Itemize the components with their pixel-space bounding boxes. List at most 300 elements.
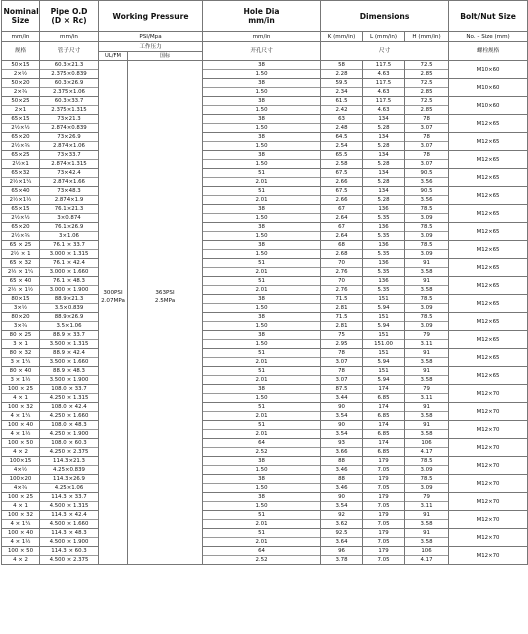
hole-dia-cell xyxy=(203,367,321,385)
pipe-od-cell-mm: 60.3×26.9 xyxy=(54,80,84,86)
table-row xyxy=(2,313,528,331)
pipe-od-cell xyxy=(40,349,99,367)
hole-dia-cell xyxy=(203,349,321,367)
dim-h-cell-in: 3.09 xyxy=(405,231,448,240)
dim-l-cell-mm: 174 xyxy=(378,404,389,410)
nominal-size-cell-mm: 80×20 xyxy=(11,314,30,320)
hole-dia-cell-mm: 51 xyxy=(258,170,265,176)
dim-l-cell xyxy=(363,529,405,547)
hole-dia-cell-mm: 38 xyxy=(258,80,265,86)
hole-dia-cell-in: 2.01 xyxy=(203,519,320,528)
hole-dia-cell-in: 1.50 xyxy=(203,69,320,78)
pipe-od-cell-in: 4.25×1.06 xyxy=(40,483,98,492)
pipe-od-cell-mm: 76.1 × 42.4 xyxy=(53,260,85,266)
dim-k-cell xyxy=(321,187,363,205)
dim-l-cell xyxy=(363,421,405,439)
dim-h-cell xyxy=(405,277,449,295)
bolt-size-cell: M12×65 xyxy=(449,205,528,223)
hole-dia-cell xyxy=(203,259,321,277)
dim-k-cell-in: 2.95 xyxy=(321,339,362,348)
pipe-od-cell-mm: 114.3 × 60.3 xyxy=(51,548,87,554)
nominal-size-cell-mm: 100 × 32 xyxy=(7,512,34,518)
dim-h-cell-in: 3.11 xyxy=(405,501,448,510)
dim-h-cell-in: 3.58 xyxy=(405,411,448,420)
pipe-od-cell-in: 4.250 × 1.315 xyxy=(40,393,98,402)
hole-dia-cell xyxy=(203,169,321,187)
bolt-size-cell: M12×70 xyxy=(449,421,528,439)
dim-h-cell-mm: 106 xyxy=(421,548,432,554)
bolt-size-cell: M12×70 xyxy=(449,457,528,475)
nominal-size-cell-in: 4 × 2 xyxy=(2,555,39,564)
nominal-size-cell-mm: 80×15 xyxy=(11,296,30,302)
dim-k-cell-mm: 92.5 xyxy=(335,530,348,536)
hole-dia-cell-mm: 51 xyxy=(258,278,265,284)
table-row xyxy=(2,61,528,79)
dim-l-cell xyxy=(363,169,405,187)
dim-h-cell xyxy=(405,367,449,385)
dim-k-cell-in: 3.62 xyxy=(321,519,362,528)
pipe-od-cell xyxy=(40,79,99,97)
nominal-size-cell-in: 2½×½ xyxy=(2,213,39,222)
pipe-od-cell xyxy=(40,295,99,313)
table-row xyxy=(2,187,528,205)
dim-h-cell xyxy=(405,511,449,529)
dim-h-cell xyxy=(405,493,449,511)
nominal-size-cell-mm: 80 × 25 xyxy=(9,332,32,338)
hole-dia-cell-mm: 38 xyxy=(258,296,265,302)
dim-k-cell-mm: 58 xyxy=(338,62,345,68)
dim-k-cell-mm: 67 xyxy=(338,224,345,230)
nominal-size-cell-mm: 100 × 25 xyxy=(7,386,34,392)
cn-dims: 尺寸 xyxy=(321,42,449,61)
dim-h-cell xyxy=(405,547,449,565)
hole-dia-cell-in: 1.50 xyxy=(203,213,320,222)
hole-dia-cell-in: 1.50 xyxy=(203,123,320,132)
nominal-size-cell xyxy=(2,403,40,421)
dim-k-cell-mm: 65.5 xyxy=(335,152,348,158)
pipe-od-cell-mm: 108.0 × 48.3 xyxy=(51,422,87,428)
hole-dia-cell xyxy=(203,295,321,313)
nominal-size-cell-in: 3×½ xyxy=(2,303,39,312)
bolt-size-cell: M12×70 xyxy=(449,475,528,493)
dim-k-cell-mm: 71.5 xyxy=(335,314,348,320)
table-row xyxy=(2,439,528,457)
dim-k-cell xyxy=(321,421,363,439)
hole-dia-cell xyxy=(203,241,321,259)
dim-h-cell-mm: 106 xyxy=(421,440,432,446)
dim-l-cell-mm: 134 xyxy=(378,188,389,194)
pipe-od-cell-mm: 108.0 × 33.7 xyxy=(51,386,87,392)
nominal-size-cell-mm: 65 × 32 xyxy=(9,260,32,266)
hole-dia-cell-in: 1.50 xyxy=(203,87,320,96)
hole-dia-cell-in: 2.01 xyxy=(203,375,320,384)
hole-dia-cell xyxy=(203,457,321,475)
dim-k-cell-in: 3.54 xyxy=(321,501,362,510)
dim-l-cell-in: 5.94 xyxy=(363,375,404,384)
pipe-od-cell-in: 3.5×1.06 xyxy=(40,321,98,330)
nominal-size-cell-in: 2½×¾ xyxy=(2,231,39,240)
dim-l-cell xyxy=(363,493,405,511)
nominal-size-cell xyxy=(2,313,40,331)
pipe-od-cell-mm: 108.0 × 60.3 xyxy=(51,440,87,446)
hole-dia-cell-in: 1.50 xyxy=(203,303,320,312)
unit-hole: mm/in xyxy=(203,32,321,42)
unit-k: K (mm/in) xyxy=(321,32,363,42)
dim-l-cell-mm: 151 xyxy=(378,332,389,338)
hole-dia-cell-in: 2.01 xyxy=(203,285,320,294)
dim-k-cell xyxy=(321,133,363,151)
dim-l-cell-in: 6.85 xyxy=(363,429,404,438)
nominal-size-cell-mm: 65×32 xyxy=(11,170,30,176)
dim-k-cell-mm: 87.5 xyxy=(335,386,348,392)
table-row xyxy=(2,331,528,349)
dim-l-cell-in: 5.28 xyxy=(363,141,404,150)
nominal-size-cell xyxy=(2,79,40,97)
dim-k-cell-mm: 78 xyxy=(338,368,345,374)
dim-h-cell-in: 3.09 xyxy=(405,213,448,222)
hole-dia-cell xyxy=(203,187,321,205)
dim-k-cell-in: 2.54 xyxy=(321,141,362,150)
hole-dia-cell-mm: 51 xyxy=(258,188,265,194)
ul-fm-pressure-cell xyxy=(99,61,128,565)
dim-k-cell-mm: 92 xyxy=(338,512,345,518)
dim-k-cell-mm: 70 xyxy=(338,278,345,284)
dim-h-cell-in: 3.56 xyxy=(405,177,448,186)
nominal-size-cell xyxy=(2,349,40,367)
pipe-od-cell xyxy=(40,241,99,259)
pipe-od-cell-in: 2.874×0.839 xyxy=(40,123,98,132)
nominal-size-cell-mm: 65×40 xyxy=(11,188,30,194)
hole-dia-cell-in: 1.50 xyxy=(203,501,320,510)
dim-h-cell-in: 2.85 xyxy=(405,69,448,78)
header-working-pressure: Working Pressure xyxy=(99,1,203,32)
bolt-size-cell: M12×65 xyxy=(449,169,528,187)
nominal-size-cell-in: 2½ × 1¼ xyxy=(2,267,39,276)
hole-dia-cell xyxy=(203,547,321,565)
hole-dia-cell-mm: 38 xyxy=(258,116,265,122)
dim-l-cell-in: 5.35 xyxy=(363,231,404,240)
dim-h-cell xyxy=(405,115,449,133)
dim-k-cell-in: 3.54 xyxy=(321,429,362,438)
dim-l-cell-in: 151.00 xyxy=(363,339,404,348)
dim-l-cell xyxy=(363,241,405,259)
dim-k-cell xyxy=(321,439,363,457)
hole-dia-cell xyxy=(203,205,321,223)
dim-k-cell xyxy=(321,205,363,223)
pipe-od-cell-in: 4.500 × 1.660 xyxy=(40,519,98,528)
nominal-size-cell-mm: 65×25 xyxy=(11,152,30,158)
pipe-od-cell-mm: 108.0 × 42.4 xyxy=(51,404,87,410)
bolt-size-cell: M12×65 xyxy=(449,259,528,277)
unit-pipe-od: mm/in xyxy=(40,32,99,42)
dim-l-cell-mm: 179 xyxy=(378,458,389,464)
pipe-od-cell-mm: 114.3×26.9 xyxy=(53,476,85,482)
nominal-size-cell-mm: 65 × 25 xyxy=(9,242,32,248)
dim-k-cell-in: 3.44 xyxy=(321,393,362,402)
nominal-size-cell-in: 4×½ xyxy=(2,465,39,474)
dim-h-cell-in: 3.11 xyxy=(405,393,448,402)
pipe-od-cell-mm: 114.3 × 42.4 xyxy=(51,512,87,518)
dim-l-cell xyxy=(363,349,405,367)
hole-dia-cell-mm: 38 xyxy=(258,314,265,320)
nominal-size-cell xyxy=(2,475,40,493)
nominal-size-cell-in: 4 × 1¼ xyxy=(2,519,39,528)
nominal-size-cell-in: 4 × 1½ xyxy=(2,429,39,438)
pipe-od-cell-mm: 88.9 × 42.4 xyxy=(53,350,85,356)
dim-h-cell-in: 3.09 xyxy=(405,465,448,474)
dim-h-cell xyxy=(405,205,449,223)
pipe-od-cell-in: 3×1.06 xyxy=(40,231,98,240)
hole-dia-cell xyxy=(203,97,321,115)
pipe-od-cell xyxy=(40,421,99,439)
nominal-size-cell-in: 4 × 1¼ xyxy=(2,411,39,420)
dim-l-cell-mm: 117.5 xyxy=(375,62,392,68)
dim-h-cell-mm: 72.5 xyxy=(420,62,433,68)
pipe-od-cell xyxy=(40,97,99,115)
dim-l-cell xyxy=(363,205,405,223)
dim-h-cell-in: 3.11 xyxy=(405,339,448,348)
hole-dia-cell xyxy=(203,133,321,151)
hole-dia-cell-mm: 38 xyxy=(258,206,265,212)
bolt-size-cell: M12×70 xyxy=(449,529,528,547)
nominal-size-cell-mm: 65×20 xyxy=(11,134,30,140)
hole-dia-cell-mm: 51 xyxy=(258,350,265,356)
pipe-od-cell-mm: 60.3×33.7 xyxy=(54,98,84,104)
hole-dia-cell-in: 1.50 xyxy=(203,321,320,330)
pipe-od-cell-in: 3.000 × 1.900 xyxy=(40,285,98,294)
dim-h-cell xyxy=(405,241,449,259)
pipe-od-cell-mm: 88.9 × 48.3 xyxy=(53,368,85,374)
dim-k-cell-mm: 67 xyxy=(338,206,345,212)
dim-l-cell xyxy=(363,331,405,349)
dim-l-cell-in: 7.05 xyxy=(363,537,404,546)
dim-k-cell xyxy=(321,493,363,511)
pipe-od-cell-mm: 73×26.9 xyxy=(57,134,81,140)
dim-k-cell xyxy=(321,97,363,115)
dim-k-cell-mm: 61.5 xyxy=(335,98,348,104)
dim-l-cell xyxy=(363,403,405,421)
dim-h-cell-in: 2.85 xyxy=(405,87,448,96)
table-row xyxy=(2,529,528,547)
dim-h-cell xyxy=(405,223,449,241)
dim-l-cell-mm: 134 xyxy=(378,134,389,140)
pipe-od-cell-in: 4.500 × 1.315 xyxy=(40,501,98,510)
pipe-od-cell-in: 2.874×1.315 xyxy=(40,159,98,168)
table-row xyxy=(2,277,528,295)
dim-k-cell-in: 2.42 xyxy=(321,105,362,114)
nominal-size-cell xyxy=(2,439,40,457)
hole-dia-cell-in: 2.01 xyxy=(203,177,320,186)
hole-dia-cell-mm: 64 xyxy=(258,548,265,554)
bolt-size-cell: M12×70 xyxy=(449,511,528,529)
dim-h-cell xyxy=(405,79,449,97)
dim-l-cell-in: 6.85 xyxy=(363,411,404,420)
dim-h-cell-mm: 78.5 xyxy=(420,458,433,464)
pipe-od-cell-mm: 73×33.7 xyxy=(57,152,81,158)
nominal-size-cell xyxy=(2,169,40,187)
hole-dia-cell-in: 1.50 xyxy=(203,483,320,492)
dim-l-cell-in: 4.63 xyxy=(363,105,404,114)
hole-dia-cell-in: 1.50 xyxy=(203,465,320,474)
pipe-od-cell-mm: 76.1 × 33.7 xyxy=(53,242,85,248)
nominal-size-cell-in: 2×1 xyxy=(2,105,39,114)
nominal-size-cell xyxy=(2,457,40,475)
ul-fm-psi: 300PSI xyxy=(103,290,123,296)
dim-h-cell xyxy=(405,169,449,187)
dim-h-cell-in: 4.17 xyxy=(405,555,448,564)
nominal-size-cell xyxy=(2,529,40,547)
nominal-size-cell xyxy=(2,385,40,403)
dim-k-cell-mm: 78 xyxy=(338,350,345,356)
pipe-od-cell-mm: 88.9 × 33.7 xyxy=(53,332,85,338)
hole-dia-cell xyxy=(203,439,321,457)
dim-h-cell-in: 3.58 xyxy=(405,537,448,546)
dim-h-cell-in: 4.17 xyxy=(405,447,448,456)
pipe-od-cell-in: 2.375×0.839 xyxy=(40,69,98,78)
dim-l-cell xyxy=(363,367,405,385)
dim-l-cell-mm: 134 xyxy=(378,152,389,158)
pipe-od-cell-in: 2.874×1.9 xyxy=(40,195,98,204)
dim-l-cell-mm: 179 xyxy=(378,476,389,482)
pipe-od-cell xyxy=(40,547,99,565)
hole-dia-cell-mm: 51 xyxy=(258,260,265,266)
dim-h-cell-mm: 78 xyxy=(423,134,430,140)
dim-k-cell-in: 2.48 xyxy=(321,123,362,132)
hole-dia-cell xyxy=(203,79,321,97)
units-row xyxy=(2,32,528,42)
dim-h-cell-in: 3.09 xyxy=(405,321,448,330)
cn-pipe-size: 管子尺寸 xyxy=(40,42,99,61)
hole-dia-cell xyxy=(203,151,321,169)
dim-k-cell-in: 2.64 xyxy=(321,231,362,240)
dim-l-cell xyxy=(363,475,405,493)
dim-h-cell-mm: 91 xyxy=(423,278,430,284)
cn-ul-fm: UL/FM xyxy=(99,52,128,61)
nominal-size-cell xyxy=(2,61,40,79)
dim-l-cell xyxy=(363,115,405,133)
dim-l-cell-in: 5.35 xyxy=(363,213,404,222)
dim-l-cell-mm: 151 xyxy=(378,314,389,320)
nominal-size-cell-mm: 100 × 40 xyxy=(7,422,34,428)
dim-k-cell xyxy=(321,115,363,133)
dim-k-cell-mm: 88 xyxy=(338,458,345,464)
hole-dia-cell-mm: 38 xyxy=(258,224,265,230)
hole-dia-cell xyxy=(203,331,321,349)
pipe-od-cell-in: 3.000 × 1.315 xyxy=(40,249,98,258)
dim-h-cell xyxy=(405,187,449,205)
dim-k-cell-mm: 67.5 xyxy=(335,188,348,194)
bolt-size-cell: M12×70 xyxy=(449,547,528,565)
nominal-size-cell-in: 4 × 1 xyxy=(2,501,39,510)
dim-l-cell-in: 7.05 xyxy=(363,483,404,492)
dim-h-cell-in: 3.58 xyxy=(405,357,448,366)
hole-dia-cell-mm: 51 xyxy=(258,404,265,410)
pipe-od-cell xyxy=(40,493,99,511)
pipe-od-cell-mm: 114.3 × 33.7 xyxy=(51,494,87,500)
dim-h-cell-in: 3.58 xyxy=(405,375,448,384)
dim-k-cell xyxy=(321,349,363,367)
hole-dia-cell-in: 1.50 xyxy=(203,159,320,168)
dim-k-cell-in: 2.68 xyxy=(321,249,362,258)
hole-dia-cell-mm: 38 xyxy=(258,476,265,482)
pipe-od-cell-in: 3.500 × 1.900 xyxy=(40,375,98,384)
nominal-size-cell-mm: 50×25 xyxy=(11,98,30,104)
dim-l-cell-mm: 117.5 xyxy=(375,80,392,86)
hole-dia-cell-in: 1.50 xyxy=(203,141,320,150)
pipe-spec-table xyxy=(1,0,528,565)
dim-k-cell-in: 3.78 xyxy=(321,555,362,564)
nominal-size-cell-mm: 100×20 xyxy=(9,476,32,482)
cn-national: 国标 xyxy=(128,52,203,61)
table-row xyxy=(2,295,528,313)
bolt-size-cell: M10×60 xyxy=(449,79,528,97)
dim-k-cell xyxy=(321,457,363,475)
hole-dia-cell-in: 1.50 xyxy=(203,393,320,402)
dim-h-cell xyxy=(405,151,449,169)
nominal-size-cell-mm: 65×20 xyxy=(11,224,30,230)
bolt-size-cell: M12×65 xyxy=(449,187,528,205)
dim-k-cell-mm: 93 xyxy=(338,440,345,446)
dim-l-cell-mm: 134 xyxy=(378,116,389,122)
dim-h-cell-mm: 91 xyxy=(423,512,430,518)
cn-pressure: 工作压力 xyxy=(99,42,203,52)
unit-bolt: No. - Size (mm) xyxy=(449,32,528,42)
pipe-od-cell-mm: 88.9×21.3 xyxy=(54,296,84,302)
nominal-size-cell-mm: 100 × 25 xyxy=(7,494,34,500)
bolt-size-cell: M12×70 xyxy=(449,403,528,421)
dim-k-cell-in: 3.46 xyxy=(321,465,362,474)
dim-k-cell-in: 2.58 xyxy=(321,159,362,168)
dim-l-cell-in: 5.94 xyxy=(363,321,404,330)
dim-k-cell-mm: 90 xyxy=(338,494,345,500)
table-row xyxy=(2,475,528,493)
pipe-od-cell xyxy=(40,511,99,529)
hole-dia-cell-mm: 38 xyxy=(258,386,265,392)
nominal-size-cell-in: 4 × 1 xyxy=(2,393,39,402)
nominal-size-cell xyxy=(2,205,40,223)
pipe-od-cell xyxy=(40,115,99,133)
dim-k-cell xyxy=(321,259,363,277)
bolt-size-cell: M12×65 xyxy=(449,151,528,169)
dim-l-cell-in: 6.85 xyxy=(363,447,404,456)
national-pressure-cell xyxy=(128,61,203,565)
pipe-od-cell xyxy=(40,169,99,187)
dim-k-cell xyxy=(321,79,363,97)
nominal-size-cell-in: 2½×¾ xyxy=(2,141,39,150)
pipe-od-cell xyxy=(40,151,99,169)
dim-k-cell xyxy=(321,313,363,331)
dim-h-cell-mm: 90.5 xyxy=(420,188,433,194)
hole-dia-cell-mm: 51 xyxy=(258,530,265,536)
dim-h-cell xyxy=(405,61,449,79)
nominal-size-cell xyxy=(2,97,40,115)
nominal-size-cell-mm: 80 × 32 xyxy=(9,350,32,356)
pipe-od-cell xyxy=(40,277,99,295)
table-row xyxy=(2,547,528,565)
dim-l-cell-mm: 179 xyxy=(378,512,389,518)
nominal-size-cell-in: 2½ × 1½ xyxy=(2,285,39,294)
hole-dia-cell-mm: 38 xyxy=(258,98,265,104)
dim-k-cell xyxy=(321,475,363,493)
dim-h-cell xyxy=(405,421,449,439)
dim-h-cell-mm: 78.5 xyxy=(420,224,433,230)
table-row xyxy=(2,169,528,187)
dim-k-cell-mm: 88 xyxy=(338,476,345,482)
hole-dia-cell xyxy=(203,223,321,241)
hole-dia-cell xyxy=(203,529,321,547)
table-row xyxy=(2,205,528,223)
dim-h-cell-mm: 78 xyxy=(423,116,430,122)
